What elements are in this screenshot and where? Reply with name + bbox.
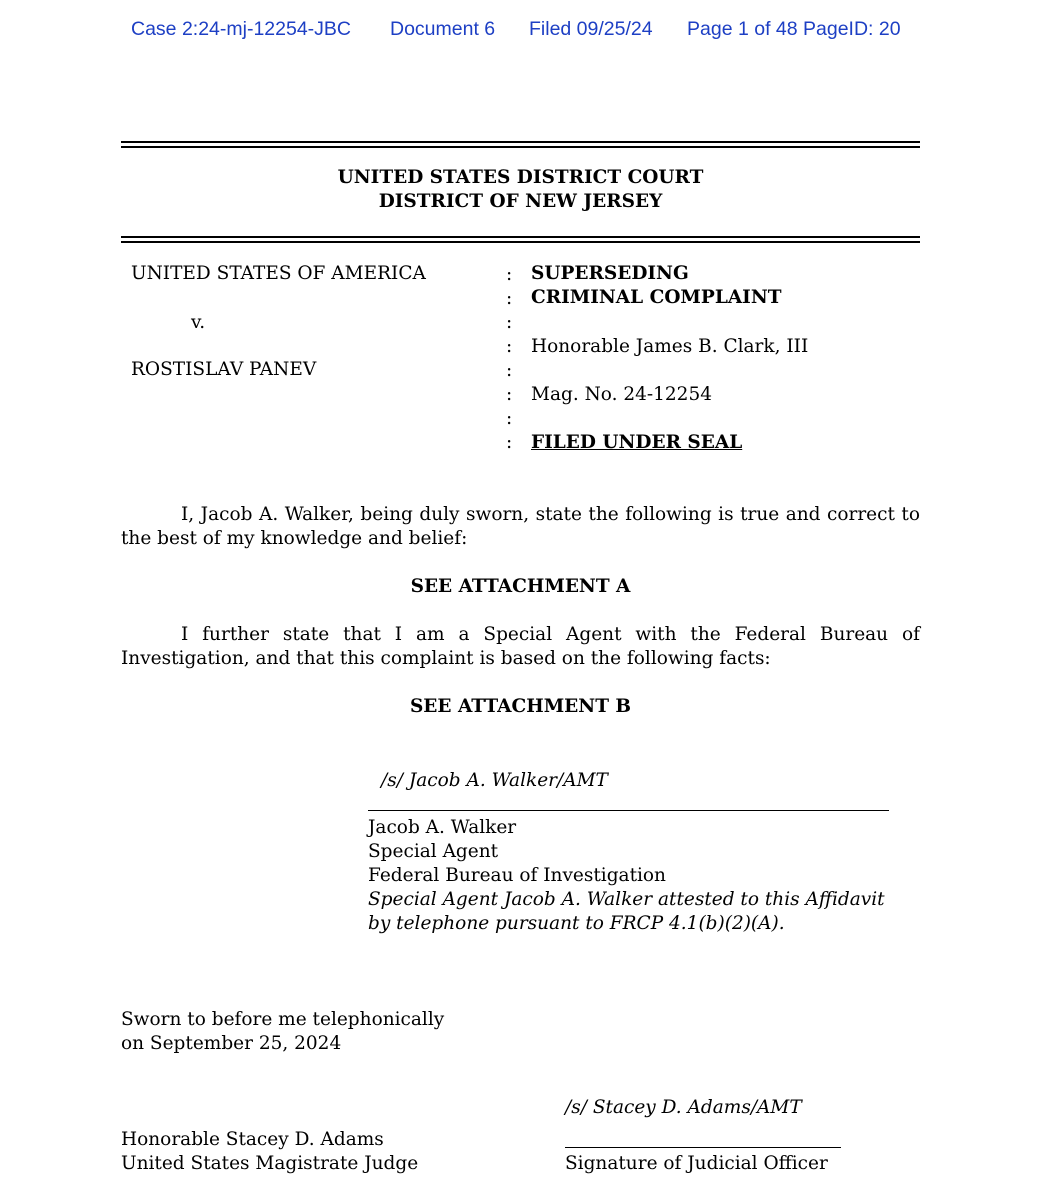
magistrate-number: Mag. No. 24-12254 [531,384,712,405]
sworn-line1: Sworn to before me telephonically [121,1009,445,1030]
agent-statement-paragraph: I further state that I am a Special Agent with the Federal Bureau of Investigation, and that this complaint is based on the following facts: [121,624,920,669]
bottom-double-rule [121,236,920,243]
caption-colon: : [506,432,513,453]
page-info: Page 1 of 48 PageID: 20 [687,18,901,40]
complaint-title-line1: SUPERSEDING [531,263,689,284]
case-number: Case 2:24-mj-12254-JBC [131,18,352,40]
attestation-line2: by telephone pursuant to FRCP 4.1(b)(2)(A). [368,913,785,934]
seal-notice: FILED UNDER SEAL [531,432,743,453]
plaintiff-name: UNITED STATES OF AMERICA [131,263,426,284]
caption-colon: : [506,264,513,285]
affiant-signature: /s/ Jacob A. Walker/AMT [381,770,608,791]
court-name: UNITED STATES DISTRICT COURT [337,167,704,188]
attachment-a-reference: SEE ATTACHMENT A [410,576,631,597]
complaint-title-line2: CRIMINAL COMPLAINT [531,287,782,308]
presiding-judge: Honorable James B. Clark, III [531,336,809,357]
top-double-rule [121,141,920,148]
judicial-signature-line [565,1147,841,1148]
attachment-b-reference: SEE ATTACHMENT B [409,696,632,717]
affiant-name: Jacob A. Walker [368,817,517,838]
judicial-signature-label: Signature of Judicial Officer [565,1153,828,1174]
caption-colon: : [506,360,513,381]
affiant-agency: Federal Bureau of Investigation [368,865,666,886]
defendant-name: ROSTISLAV PANEV [131,359,317,380]
filed-date: Filed 09/25/24 [529,18,653,40]
caption-colon: : [506,312,513,333]
court-district: DISTRICT OF NEW JERSEY [378,191,663,212]
caption-colon: : [506,336,513,357]
judge-name: Honorable Stacey D. Adams [121,1129,384,1150]
judicial-signature: /s/ Stacey D. Adams/AMT [565,1097,802,1118]
sworn-date: on September 25, 2024 [121,1033,342,1054]
sworn-statement-paragraph: I, Jacob A. Walker, being duly sworn, state the following is true and correct to the best of my knowledge and belief: [121,504,920,549]
caption-colon: : [506,408,513,429]
versus: v. [191,312,206,333]
attestation-line1: Special Agent Jacob A. Walker attested to this Affidavit [368,889,885,910]
document-number: Document 6 [390,18,496,40]
judge-title: United States Magistrate Judge [121,1153,419,1174]
caption-colon: : [506,384,513,405]
caption-colon: : [506,288,513,309]
affiant-signature-line [368,810,889,811]
affiant-title: Special Agent [368,841,499,862]
